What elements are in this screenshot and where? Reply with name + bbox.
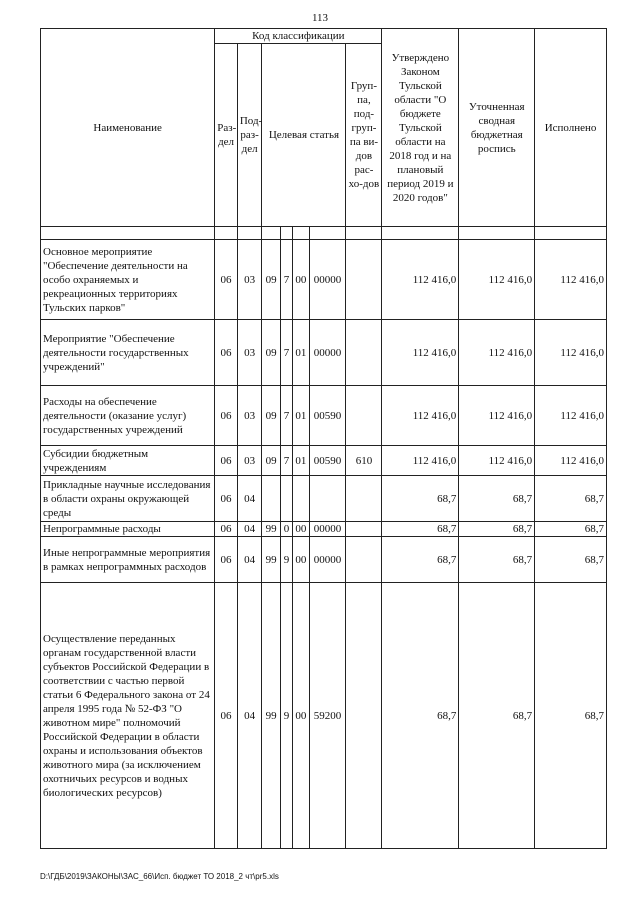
row-subsection: 03 [237, 386, 262, 446]
row-executed: 68,7 [535, 537, 607, 583]
table-row [41, 446, 607, 476]
row-target-type: 7 [280, 320, 292, 386]
row-refined: 68,7 [459, 522, 535, 537]
row-target-program: 99 [262, 537, 280, 583]
row-approved: 68,7 [382, 537, 459, 583]
row-target-type: 9 [280, 583, 292, 849]
header-target: Целевая статья [262, 44, 346, 227]
row-section: 06 [215, 446, 238, 476]
row-refined: 68,7 [459, 537, 535, 583]
row-target-event: 00 [293, 240, 309, 320]
row-target-event: 00 [293, 583, 309, 849]
table-row [41, 320, 607, 386]
row-target-event: 01 [293, 320, 309, 386]
row-executed: 112 416,0 [535, 386, 607, 446]
row-target-event [293, 476, 309, 522]
row-target-event: 00 [293, 522, 309, 537]
row-expense-group [346, 320, 382, 386]
row-refined: 112 416,0 [459, 320, 535, 386]
table-row [41, 522, 607, 537]
row-target-direction: 59200 [309, 583, 346, 849]
row-expense-group [346, 476, 382, 522]
table-row [41, 386, 607, 446]
page-number: 113 [311, 12, 329, 24]
row-subsection: 03 [237, 240, 262, 320]
row-target-program: 99 [262, 583, 280, 849]
row-section: 06 [215, 320, 238, 386]
row-refined: 68,7 [459, 583, 535, 849]
row-expense-group [346, 240, 382, 320]
header-section: Раз-дел [215, 44, 238, 227]
row-subsection: 04 [237, 583, 262, 849]
row-target-program: 99 [262, 522, 280, 537]
row-refined: 112 416,0 [459, 240, 535, 320]
row-name: Субсидии бюджетным учреждениям [41, 446, 215, 476]
row-expense-group [346, 522, 382, 537]
row-section: 06 [215, 240, 238, 320]
row-refined: 68,7 [459, 476, 535, 522]
row-approved: 112 416,0 [382, 386, 459, 446]
row-refined: 112 416,0 [459, 446, 535, 476]
table-row [41, 583, 607, 849]
row-subsection: 04 [237, 537, 262, 583]
row-approved: 112 416,0 [382, 320, 459, 386]
table-row [41, 537, 607, 583]
table-header-row [41, 29, 607, 44]
row-executed: 68,7 [535, 522, 607, 537]
row-subsection: 03 [237, 320, 262, 386]
row-target-program: 09 [262, 320, 280, 386]
file-path-footer: D:\ГДБ\2019\ЗАКОНЫ\ЗАС_66\Исп. бюджет ТО 2018_2 чт\pr5.xls [40, 872, 279, 881]
header-subsection: Под-раз-дел [237, 44, 262, 227]
budget-table [40, 28, 607, 849]
row-target-direction: 00590 [309, 446, 346, 476]
row-expense-group [346, 583, 382, 849]
row-target-program: 09 [262, 240, 280, 320]
header-spacer-row [41, 227, 607, 240]
row-name: Иные непрограммные мероприятия в рамках непрограммных расходов [41, 537, 215, 583]
header-classification: Код классификации [215, 29, 382, 44]
row-approved: 68,7 [382, 522, 459, 537]
row-subsection: 03 [237, 446, 262, 476]
row-approved: 112 416,0 [382, 446, 459, 476]
row-target-event: 01 [293, 386, 309, 446]
row-target-program [262, 476, 280, 522]
row-target-direction [309, 476, 346, 522]
row-target-event: 01 [293, 446, 309, 476]
header-refined: Уточненная сводная бюджетная роспись [459, 29, 535, 227]
row-subsection: 04 [237, 476, 262, 522]
row-target-direction: 00000 [309, 240, 346, 320]
row-target-type: 0 [280, 522, 292, 537]
row-section: 06 [215, 522, 238, 537]
header-approved: Утверждено Законом Тульской области "О бюджете Тульской области на 2018 год и на плановый период 2019 и 2020 годов" [382, 29, 459, 227]
header-name: Наименование [41, 29, 215, 227]
row-name: Мероприятие "Обеспечение деятельности государственных учреждений" [41, 320, 215, 386]
row-refined: 112 416,0 [459, 386, 535, 446]
row-target-program: 09 [262, 386, 280, 446]
row-name: Прикладные научные исследования в области охраны окружающей среды [41, 476, 215, 522]
row-target-program: 09 [262, 446, 280, 476]
row-approved: 112 416,0 [382, 240, 459, 320]
row-approved: 68,7 [382, 583, 459, 849]
row-section: 06 [215, 476, 238, 522]
row-target-direction: 00000 [309, 522, 346, 537]
row-executed: 112 416,0 [535, 446, 607, 476]
row-executed: 68,7 [535, 476, 607, 522]
table-row [41, 240, 607, 320]
row-target-direction: 00590 [309, 386, 346, 446]
row-target-event: 00 [293, 537, 309, 583]
row-section: 06 [215, 537, 238, 583]
row-expense-group [346, 386, 382, 446]
row-approved: 68,7 [382, 476, 459, 522]
header-executed: Исполнено [535, 29, 607, 227]
row-executed: 112 416,0 [535, 240, 607, 320]
row-target-direction: 00000 [309, 537, 346, 583]
row-target-type [280, 476, 292, 522]
row-target-type: 7 [280, 386, 292, 446]
row-executed: 112 416,0 [535, 320, 607, 386]
row-name: Расходы на обеспечение деятельности (оказание услуг) государственных учреждений [41, 386, 215, 446]
row-target-type: 7 [280, 240, 292, 320]
row-expense-group: 610 [346, 446, 382, 476]
row-target-type: 9 [280, 537, 292, 583]
row-name: Непрограммные расходы [41, 522, 215, 537]
row-name: Основное мероприятие "Обеспечение деятельности на особо охраняемых и рекреационных территориях Тульских парков" [41, 240, 215, 320]
row-section: 06 [215, 386, 238, 446]
row-executed: 68,7 [535, 583, 607, 849]
row-target-direction: 00000 [309, 320, 346, 386]
header-group: Груп-па, под-груп-па ви-дов рас-хо-дов [346, 44, 382, 227]
row-expense-group [346, 537, 382, 583]
row-name: Осуществление переданных органам государственной власти субъектов Российской Федерации в соответствии с частью первой статьи 6 Федерального закона от 24 апреля 1995 года № 52-ФЗ "О животном мире" полномочий Российской Федерации в области охраны и использования объектов животного мира (за исключением охотничьих ресурсов и водных биологических ресурсов) [41, 583, 215, 849]
row-subsection: 04 [237, 522, 262, 537]
row-section: 06 [215, 583, 238, 849]
table-row [41, 476, 607, 522]
row-target-type: 7 [280, 446, 292, 476]
